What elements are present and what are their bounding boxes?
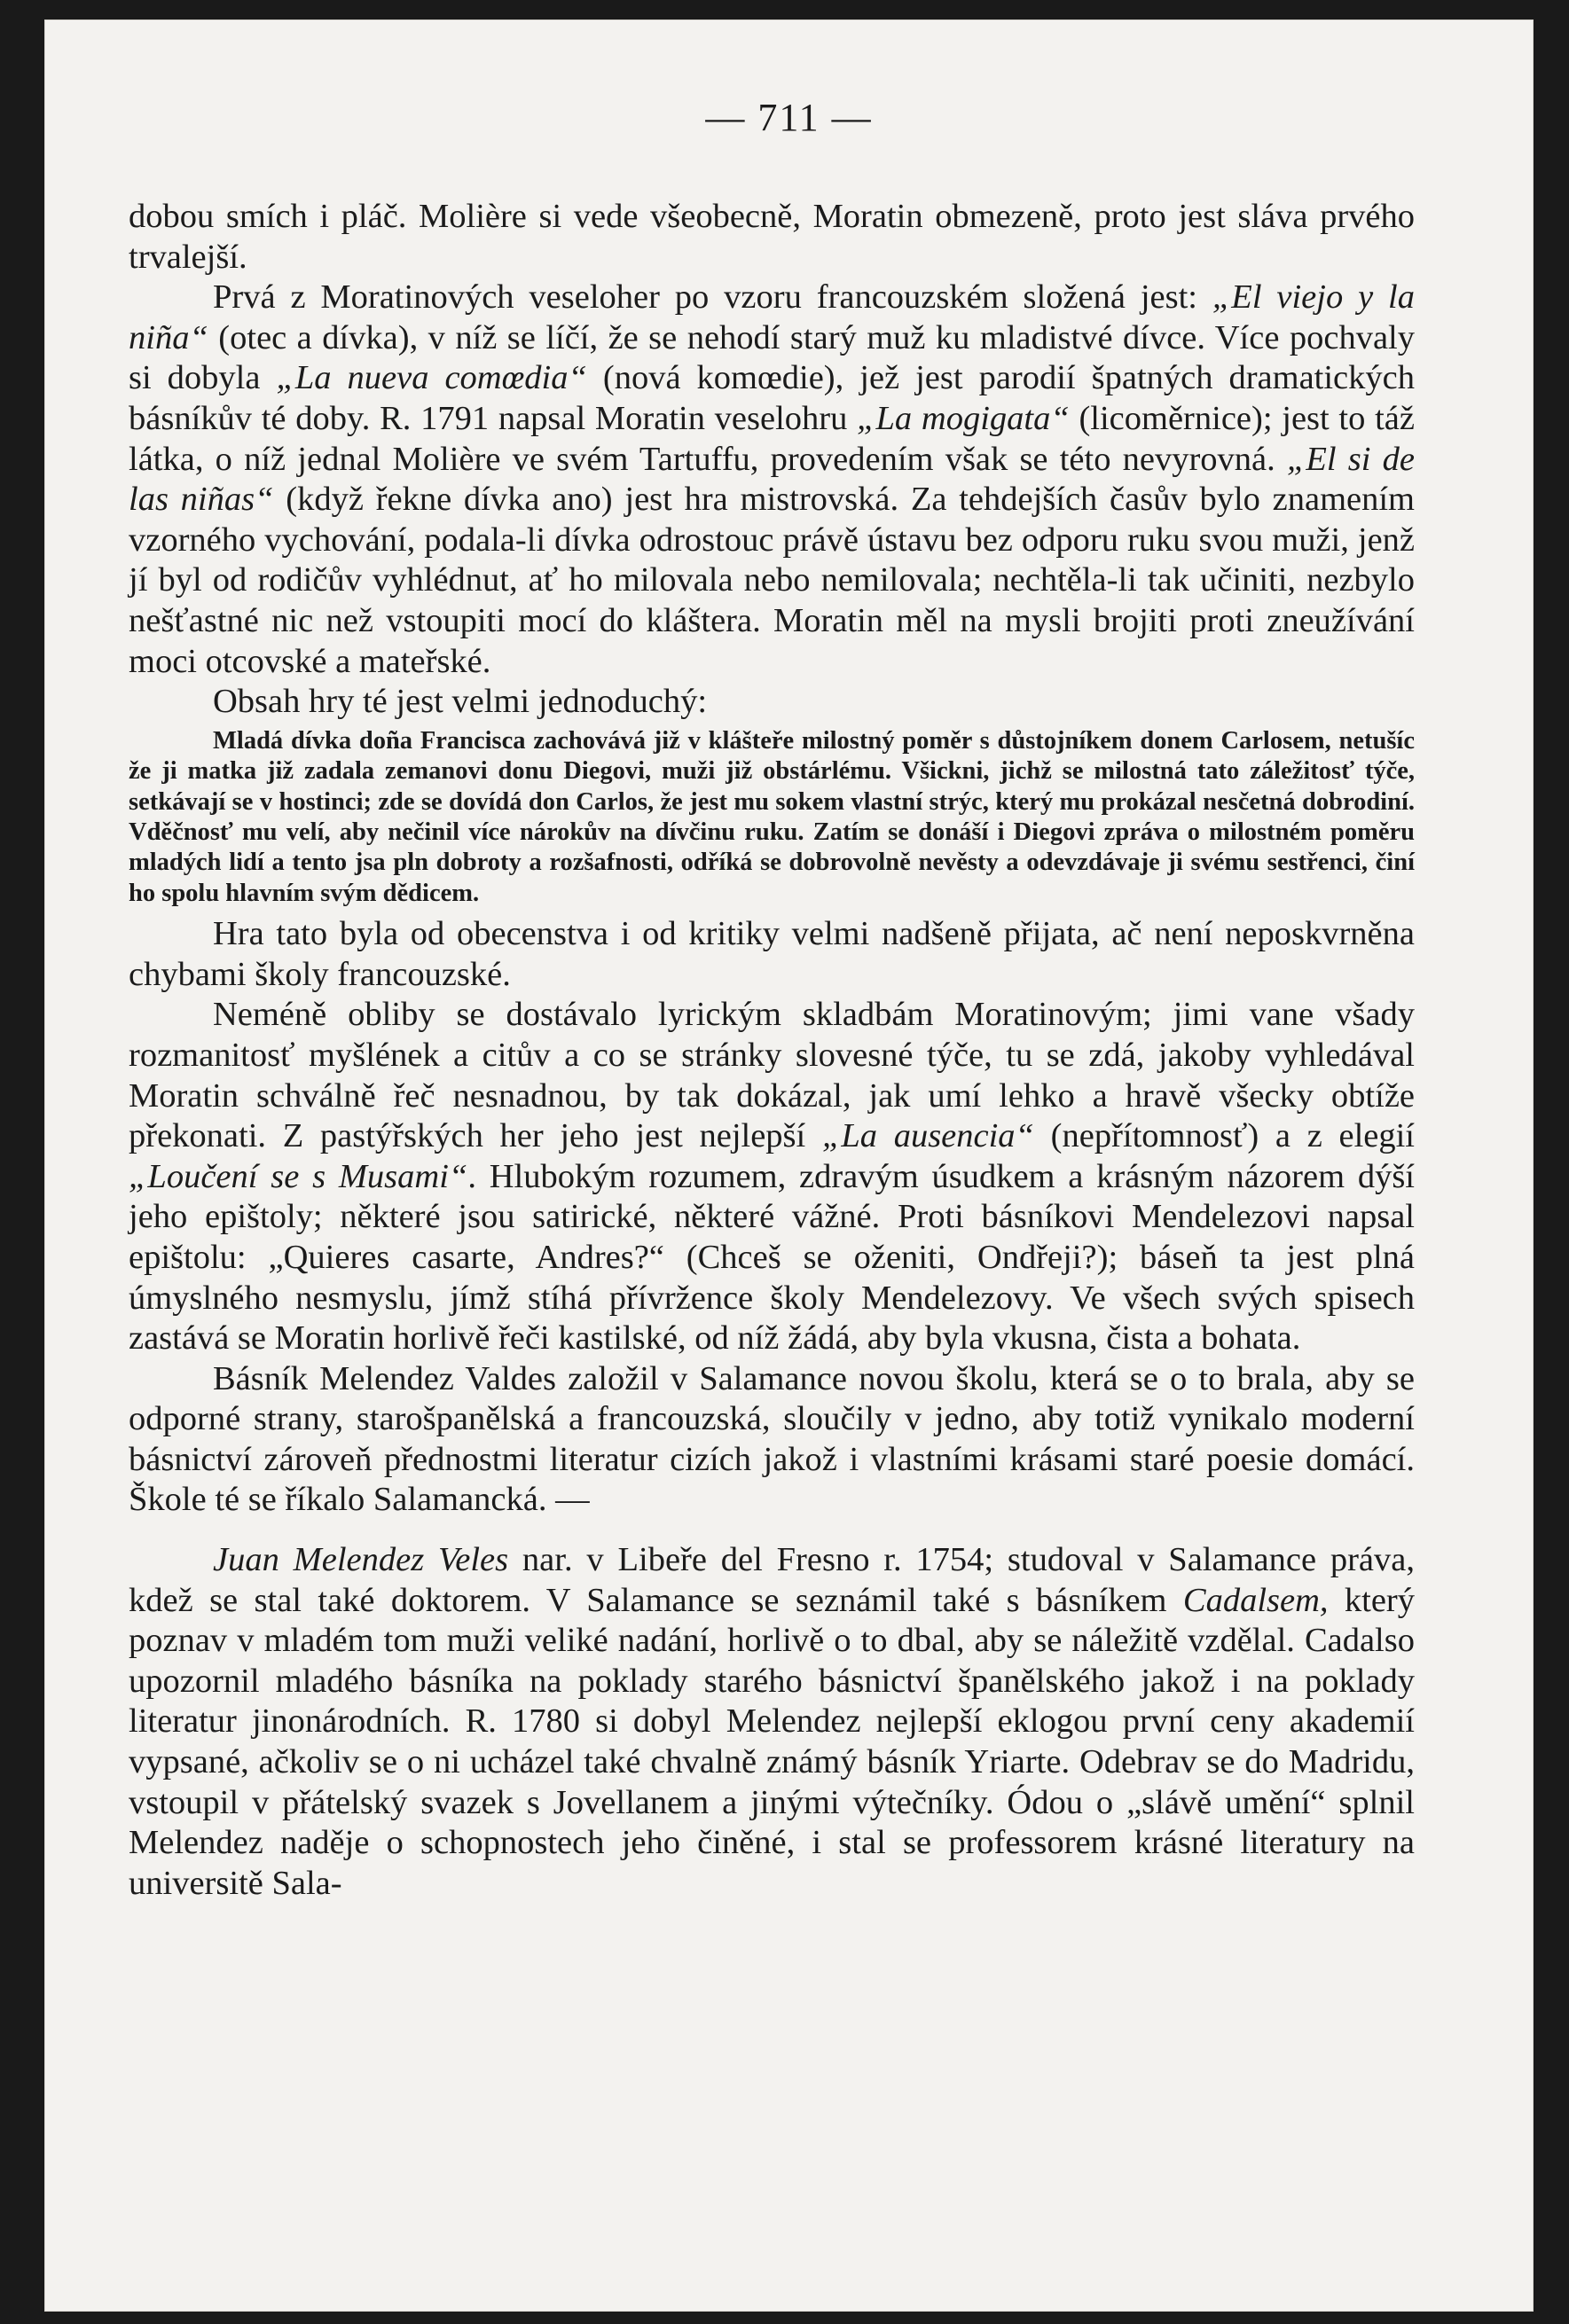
paragraph-2-text: (nová komœdie), jež jest parodií špatných dramatických básníkův té doby. R. 1791 napsal Moratin veselohru [129,359,1415,437]
work-title-louceni: „Loučení se s Musami“ [129,1157,468,1195]
author-name: Juan Melendez Veles [213,1541,509,1579]
paragraph-5-text: (nepřítomnosť) a z elegií [1033,1117,1415,1155]
paragraph-7-text: nar. v Libeře del Fresno r. 1754; studoval v Salamance práva, kdež se stal také doktorem. V Salamance se seznámil také s básníkem [129,1541,1415,1619]
paragraph-6: Básník Melendez Valdes založil v Salamance novou školu, která se o to brala, aby se odporné strany, starošpanělská a francouzská, sloučily v jedno, aby totiž vynikalo moderní básnictví zároveň přednostmi literatur cizích jakož i vlastními krásami staré poesie domácí. Škole té se říkalo Salamancká. — [129,1359,1415,1519]
play-title-el-si: „El si de las niñas“ [129,440,1415,519]
paragraph-7 [129,1540,1415,1904]
play-title-el-viejo: „El viejo y la niña“ [129,278,1416,356]
paragraph-2-text: (otec a dívka), v níž se líčí, že se nehodí starý muž ku mladistvé dívce. Více pochvaly si dobyla [129,318,1415,397]
author-name-cadalso: Cadalsem, [1182,1581,1329,1619]
paragraph-4: Hra tato byla od obecenstva i od kritiky velmi nadšeně přijata, ač není neposkvrněna chybami školy francouzské. [129,915,1415,993]
paragraph-2 [129,278,1415,682]
page-body [129,197,1415,1904]
paragraph-5-text: . Hlubokým rozumem, zdravým úsudkem a krásným názorem dýší jeho epištoly; některé jsou satirické, některé vážné. Proti básníkovi Mendelezovi napsal epištolu: „Quieres casarte, Andres?“ (Chceš se oženiti, Ondřeji?); báseň ta jest plná úmyslného nesmyslu, jímž stíhá přívržence školy Mendelezovy. Ve všech svých spisech zastává se Moratin horlivě řeči kastilské, od níž žádá, aby byla vkusna, čista a bohata. [129,1157,1415,1358]
paragraph-2-text: Prvá z Moratinových veseloher po vzoru francouzském složená jest: [213,278,1212,317]
paragraph-2-text: (když řekne dívka ano) jest hra mistrovská. Za tehdejších časův bylo znamením vzorného vychování, podala-li dívka odrostouc právě ústavu bez odporu ruku svou muži, jenž jí byl od rodičův vyhlédnut, ať ho milovala nebo nemilovala; nechtěla-li tak učiniti, nezbylo nešťastné nic než vstoupiti mocí do kláštera. Moratin měl na mysli brojiti proti zneužívání moci otcovské a mateřské. [129,481,1415,680]
plot-summary: Mladá dívka doña Francisca zachovává již v klášteře milostný poměr s důstojníkem donem Carlosem, netušíc že ji matka již zadala zemanovi donu Diegovi, muži již obstárlému. Všickni, jichž se milostná tato záležitosť týče, setkávají se v hostinci; zde se dovídá don Carlos, že jest mu sokem vlastní strýc, který mu prokázal nesčetná dobrodiní. Vděčnosť mu velí, aby nečinil více nárokův na dívčinu ruku. Zatím se donáší i Diegovi zpráva o milostném poměru mladých lidí a tento jsa pln dobroty a rozšafnosti, odříká se dobrovolně nevěsty a odevzdávaje ji svému sestřenci, činí ho spolu hlavním svým dědicem. [129,726,1415,907]
paragraph-1: dobou smích i pláč. Molière si vede všeobecně, Moratin obmezeně, proto jest sláva prvého trvalejší. [129,198,1415,276]
page-number: — 711 — [705,96,873,139]
paragraph-3: Obsah hry té jest velmi jednoduchý: [213,683,708,721]
play-title-nueva-comoedia: „La nueva comœdia“ [276,359,587,397]
play-title-mogigata: „La mogigata“ [857,399,1070,437]
paragraph-7-text: který poznav v mladém tom muži veliké nadání, horlivě o to dbal, aby se náležitě vzdělal. Cadalso upozornil mladého básníka na poklady starého básnictví španělského jakož i na poklady literatur jinonárodních. R. 1780 si dobyl Melendez nejlepší eklogou první ceny akademií vypsané, ačkoliv se o ni ucházel také chvalně známý básník Yriarte. Odebrav se do Madridu, vstoupil v přátelský svazek s Jovellanem a jinými výtečníky. Ódou o „slávě umění“ splnil Melendez naděje o schopnostech jeho činěné, i stal se professorem krásné literatury na universitě Sala- [129,1581,1416,1902]
paragraph-5 [129,995,1415,1358]
work-title-ausencia: „La ausencia“ [821,1117,1034,1155]
paragraph-2-text: (licoměrnice); jest to táž látka, o níž jednal Molière ve svém Tartuffu, provedením však se této nevyrovná. [129,399,1415,478]
paragraph-5-text: Neméně obliby se dostávalo lyrickým skladbám Moratinovým; jimi vane všady rozmanitosť myšlének a citův a co se stránky slovesné týče, tu se zdá, jakoby vyhledával Moratin schválně řeč nesnadnou, by tak dokázal, jak umí lehko a hravě všecky obtíže překonati. Z pastýřských her jeho jest nejlepší [129,996,1415,1155]
book-page [44,20,1534,2312]
